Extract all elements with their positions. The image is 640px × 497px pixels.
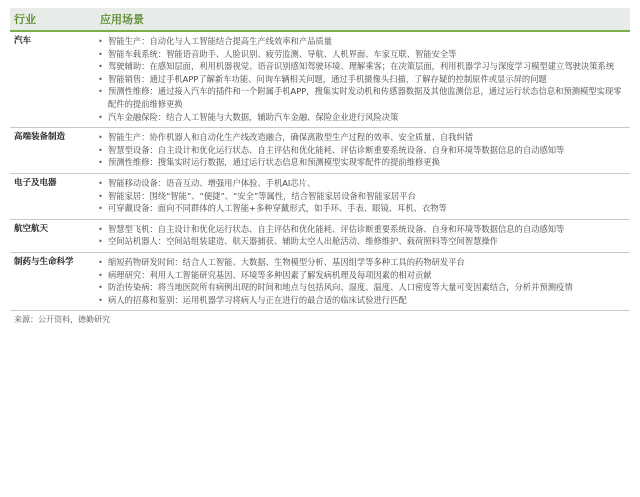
table-header [10, 8, 630, 32]
bullet-icon: • [98, 86, 103, 97]
list-item [98, 131, 630, 144]
scenario-text: 预测性维修：搜集实时运行数据，通过运行状态信息和预测模型实现零配件的提前维修更换 [108, 157, 440, 168]
industry-name: 高端装备制造 [14, 132, 66, 143]
bullet-icon: • [98, 111, 103, 122]
list-item [98, 235, 630, 248]
bullet-icon: • [98, 36, 103, 46]
bullet-icon: • [98, 144, 103, 155]
bullet-icon: • [98, 294, 103, 305]
table-row [10, 253, 630, 311]
scenario-text: 智能家居：围绕“智能”、“便捷”、“安全”等属性，结合智能家居设备和智能家居平台 [108, 190, 416, 201]
scenario-text: 智能车载系统：智能语音助手、人脸识别、疲劳监测、导航、人机界面、车家互联、智能安全等 [108, 48, 457, 59]
list-item [98, 294, 630, 307]
bullet-icon: • [98, 256, 103, 267]
list-item [98, 256, 630, 269]
scenario-list [98, 131, 630, 169]
scenario-text: 可穿戴设备：面向不同群体的人工智能+多种穿戴形式，如手环、手表、眼镜、耳机、衣物等 [108, 203, 447, 214]
scenario-text: 汽车金融保险：结合人工智能与大数据，辅助汽车金融、保险企业进行风险决策 [108, 111, 399, 122]
list-item [98, 156, 630, 169]
list-item [98, 48, 630, 61]
scenario-text: 病理研究：利用人工智能研究基因、环境等多种因素了解发病机理及每项因素的相对贡献 [108, 269, 432, 280]
list-item [98, 85, 630, 110]
list-item [98, 223, 630, 236]
list-item [98, 60, 630, 73]
industry-name: 汽车 [14, 36, 32, 46]
list-item [98, 111, 630, 124]
scenario-text: 智能生产：自动化与人工智能结合提高生产线效率和产品质量 [108, 36, 333, 46]
list-item [98, 281, 630, 294]
scenario-list [98, 35, 630, 123]
list-item [98, 144, 630, 157]
scenario-list [98, 223, 630, 248]
scenario-text: 智能移动设备：语音互动、增强用户体验、手机AI芯片、 [108, 177, 316, 188]
scenario-text: 防治传染病：将当地医院所有病例出现的时间和地点与包括风向、湿度、温度、人口密度等大量可变因素结合，分析并预测疫情 [108, 282, 573, 293]
source-note: 来源：公开资料，德勤研究 [14, 315, 110, 325]
industry-name: 制药与生命科学 [14, 256, 74, 267]
scenario-text: 预测性维修：通过接入汽车的插件和一个附属手机APP，搜集实时发动机和传感器数据及其他监测信息，通过运行状态信息和预测模型实现零配件的提前维修更换 [108, 86, 622, 109]
bullet-icon: • [98, 177, 103, 188]
scenario-text: 驾驶辅助：在感知层面，利用机器视觉、语音识别感知驾驶环境、理解乘客；在决策层面，利用机器学习与深度学习模型建立驾驶决策系统 [108, 61, 615, 72]
bullet-icon: • [98, 73, 103, 84]
bullet-icon: • [98, 203, 103, 214]
scenario-text: 智能生产：协作机器人和自动化生产线改造融合，确保离散型生产过程的效率、安全质量、自我纠错 [108, 132, 474, 143]
table-row [10, 32, 630, 128]
scenario-list [98, 177, 630, 215]
scenario-text: 空间站机器人：空间站组装建造、航天器捕获、辅助太空人出舱活动、维修维护、载荷照料等空间智慧操作 [108, 236, 498, 247]
list-item [98, 35, 630, 48]
bullet-icon: • [98, 223, 103, 234]
table-row [10, 174, 630, 220]
bullet-icon: • [98, 132, 103, 143]
list-item [98, 202, 630, 215]
industry-name: 航空航天 [14, 223, 49, 234]
table-body [10, 32, 630, 311]
bullet-icon: • [98, 282, 103, 293]
bullet-icon: • [98, 269, 103, 280]
list-item [98, 177, 630, 190]
list-item [98, 269, 630, 282]
header-scenario: 应用场景 [100, 13, 144, 26]
scenario-text: 智慧型飞机：自主设计和优化运行状态、自主评估和优化能耗、评估诊断重要系统设备、自身和环境等数据信息的自动感知等 [108, 223, 565, 234]
bullet-icon: • [98, 236, 103, 247]
scenario-text: 智能销售：通过手机APP了解新车功能、问询车辆相关问题，通过手机摄像头扫描，了解存疑的控制原件或显示屏的问题 [108, 73, 547, 84]
bullet-icon: • [98, 61, 103, 72]
bullet-icon: • [98, 190, 103, 201]
list-item [98, 73, 630, 86]
industry-name: 电子及电器 [14, 177, 57, 188]
bullet-icon: • [98, 157, 103, 168]
list-item [98, 190, 630, 203]
table-row [10, 128, 630, 174]
bullet-icon: • [98, 48, 103, 59]
scenario-list [98, 256, 630, 306]
scenario-text: 病人的招募和鉴别：运用机器学习将病人与正在进行的最合适的临床试验进行匹配 [108, 294, 407, 305]
header-industry: 行业 [14, 13, 36, 26]
table-row [10, 220, 630, 253]
scenario-text: 缩短药物研发时间：结合人工智能、大数据、生物模型分析、基因组学等多种工具的药物研发平台 [108, 256, 465, 267]
scenario-text: 智慧型设备：自主设计和优化运行状态、自主评估和优化能耗、评估诊断重要系统设备、自身和环境等数据信息的自动感知等 [108, 144, 565, 155]
